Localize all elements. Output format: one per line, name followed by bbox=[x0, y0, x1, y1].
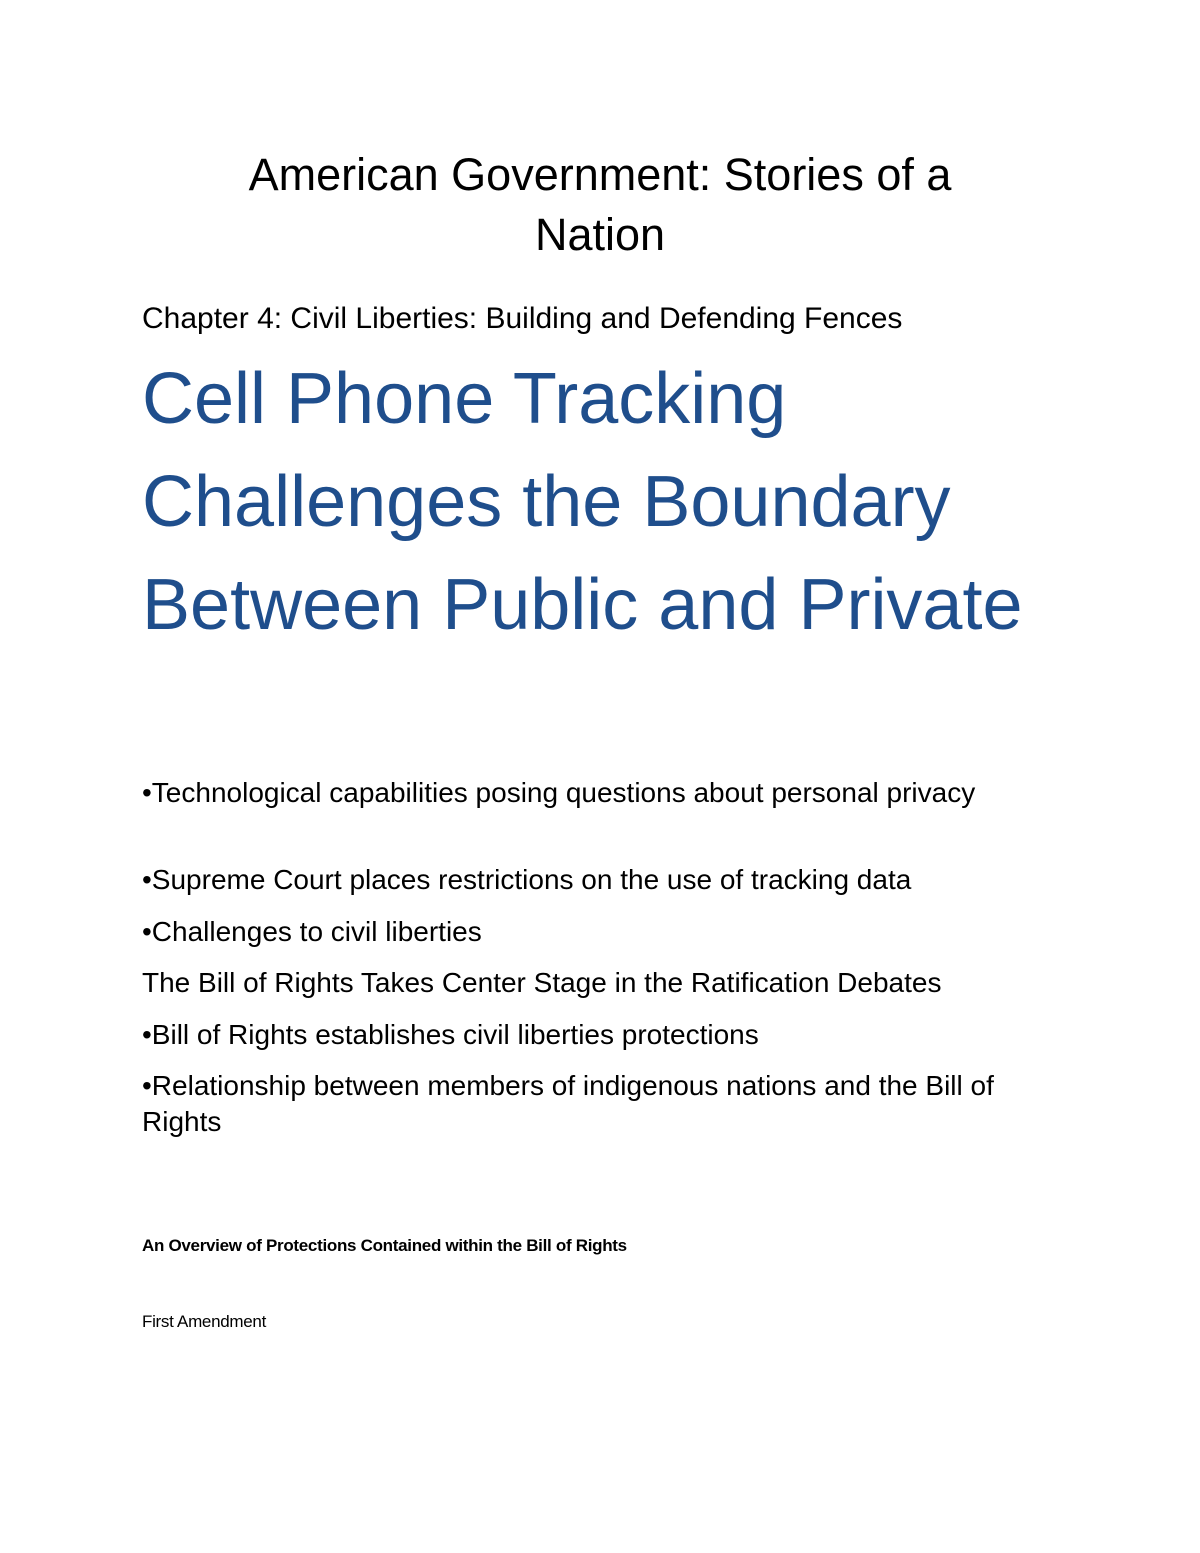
bullet-item-protections: •Bill of Rights establishes civil liberties protections bbox=[142, 1019, 759, 1050]
subheading-ratification: The Bill of Rights Takes Center Stage in the Ratification Debates bbox=[142, 967, 942, 998]
section-headline: Cell Phone Tracking Challenges the Boundary Between Public and Private bbox=[142, 359, 1023, 645]
first-amendment-label: First Amendment bbox=[142, 1312, 266, 1331]
bullet-item-indigenous: •Relationship between members of indigenous nations and the Bill of Rights bbox=[142, 1070, 994, 1137]
document-title: American Government: Stories of a Nation bbox=[248, 149, 952, 260]
chapter-heading: Chapter 4: Civil Liberties: Building and Defending Fences bbox=[142, 302, 903, 335]
bullet-item-challenges: •Challenges to civil liberties bbox=[142, 916, 482, 947]
overview-heading: An Overview of Protections Contained within the Bill of Rights bbox=[142, 1236, 627, 1255]
bullet-item-supreme-court: •Supreme Court places restrictions on the use of tracking data bbox=[142, 864, 912, 895]
bullet-item-privacy: •Technological capabilities posing questions about personal privacy bbox=[142, 777, 976, 808]
